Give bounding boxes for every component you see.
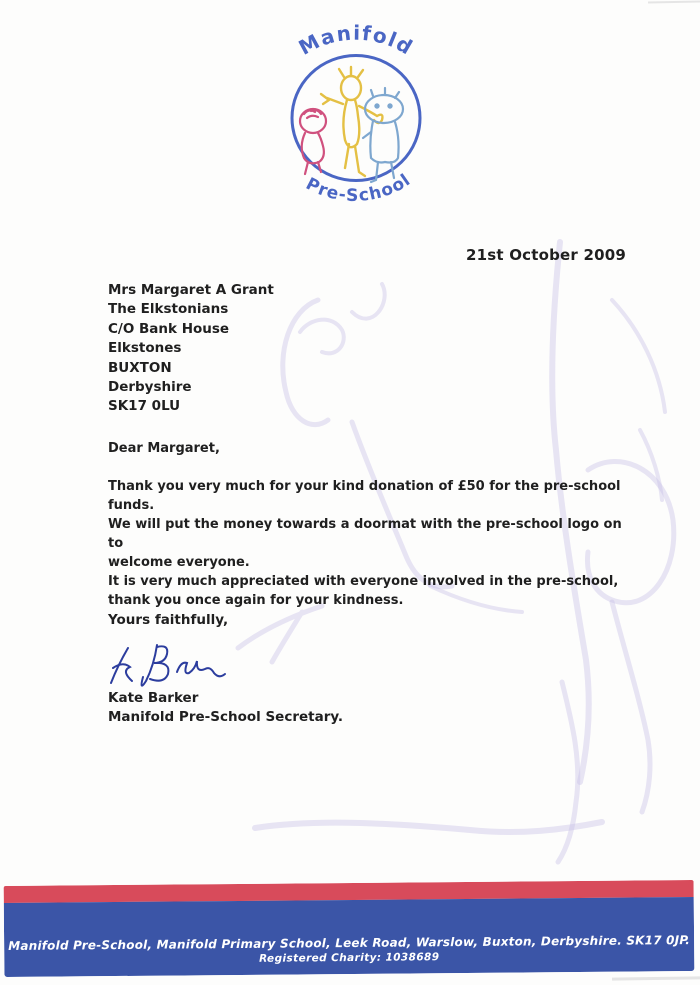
- address-line: Mrs Margaret A Grant: [108, 282, 274, 298]
- handwritten-signature: [103, 637, 233, 695]
- watermark-stroke: [300, 320, 344, 354]
- logo-circle: [292, 56, 420, 181]
- body-line: It is very much appreciated with everyone involved in the pre-school,: [108, 574, 619, 589]
- preschool-logo: [281, 8, 431, 210]
- recipient-address: [108, 281, 274, 417]
- address-line: Derbyshire: [108, 379, 192, 396]
- letter-date: 21st October 2009: [466, 246, 626, 264]
- body-line: thank you once again for your kindness.: [108, 593, 404, 608]
- signer-title: Manifold Pre-School Secretary.: [108, 709, 344, 725]
- blank-line: [108, 458, 628, 477]
- watermark-stroke: [352, 284, 385, 319]
- watermark-stroke: [255, 822, 602, 832]
- salutation: Dear Margaret,: [108, 441, 220, 456]
- body-line: Thank you very much for your kind donation of £50 for the pre-school: [108, 479, 621, 494]
- signature-stroke: [177, 661, 225, 676]
- body-line: We will put the money towards a doormat with the pre-school logo on to: [108, 517, 622, 551]
- address-line: The Elkstonians: [108, 301, 229, 318]
- watermark-stroke: [612, 300, 665, 412]
- logo-top-text: Manifold: [294, 20, 418, 60]
- watermark-stroke: [640, 430, 662, 500]
- footer-banner: [4, 880, 695, 977]
- watermark-stroke: [238, 606, 322, 662]
- watermark-stroke: [558, 682, 578, 862]
- address-line: Elkstones: [108, 340, 182, 357]
- footer-blue-band: [4, 897, 695, 977]
- pink-child-drawing-icon: [300, 109, 326, 174]
- valediction: Yours faithfully,: [108, 612, 229, 628]
- body-line: funds.: [108, 498, 155, 513]
- signer-name: Kate Barker: [108, 690, 199, 706]
- watermark-stroke: [612, 602, 650, 812]
- logo-bottom-text: Pre-School: [302, 170, 415, 206]
- footer-address-line: Manifold Pre-School, Manifold Primary School, Leek Road, Warslow, Buxton, Derbyshire. SK17 0JP.: [8, 933, 691, 953]
- body-line: welcome everyone.: [108, 555, 250, 570]
- signer-block: [108, 689, 343, 727]
- letter-body: [108, 439, 628, 610]
- footer-charity-line: Registered Charity: 1038689: [259, 951, 440, 965]
- address-line: BUXTON: [108, 359, 172, 376]
- address-line: C/O Bank House: [108, 320, 230, 337]
- address-line: SK17 0LU: [108, 398, 181, 415]
